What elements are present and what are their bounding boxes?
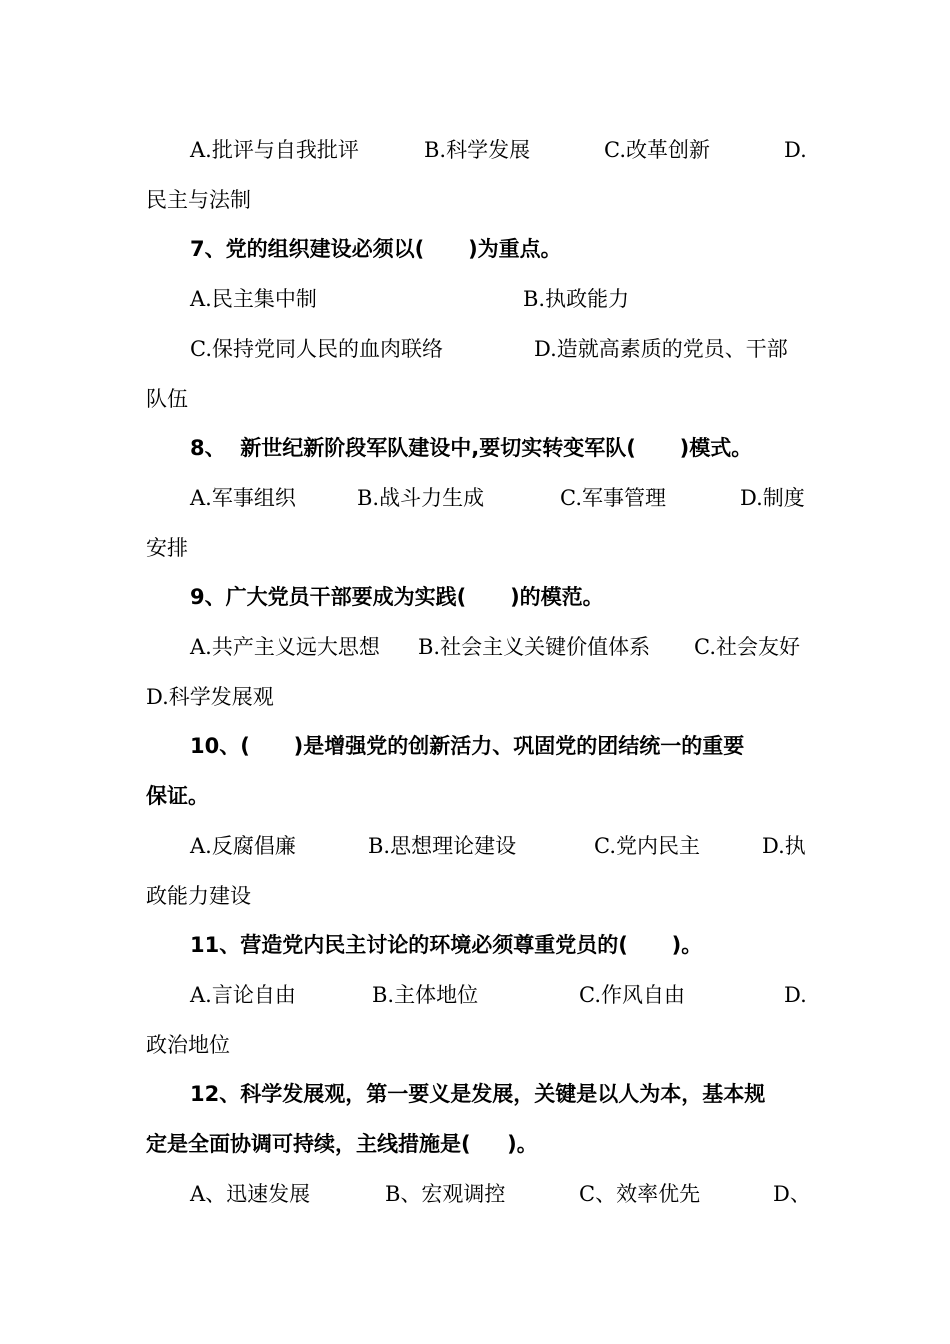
option-text: B.思想理论建设 (368, 833, 517, 858)
option-text: D、 (773, 1181, 811, 1206)
question-text: 12、科学发展观，第一要义是发展，关键是以人为本，基本规 (190, 1082, 766, 1107)
option-text: C、效率优先 (579, 1181, 701, 1206)
option-text: D. (784, 982, 807, 1007)
option-text: A.共产主义远大思想 (190, 635, 380, 659)
option-text: A.批评与自我批评 (190, 138, 359, 162)
option-text: C.作风自由 (579, 982, 685, 1007)
text-line (0, 329, 950, 369)
option-text: 政能力建设 (146, 883, 251, 908)
option-text: C.保持党同人民的血肉联络 (190, 336, 443, 361)
option-text: A.军事组织 (190, 485, 296, 510)
option-text: 民主与法制 (146, 187, 251, 212)
text-line (0, 379, 950, 419)
option-text: A、迅速发展 (190, 1181, 311, 1206)
text-line (0, 925, 950, 965)
option-text: B、宏观调控 (385, 1181, 506, 1206)
text-line (0, 428, 950, 468)
text-line (0, 130, 950, 170)
text-line (0, 975, 950, 1015)
option-text: A.言论自由 (190, 982, 296, 1007)
question-text: 10、( )是增强党的创新活力、巩固党的团结统一的重要 (190, 734, 745, 759)
text-line (0, 577, 950, 617)
option-text: A.反腐倡廉 (190, 833, 296, 858)
text-line (0, 677, 950, 717)
question-text: 11、营造党内民主讨论的环境必须尊重党员的( )。 (190, 933, 703, 958)
text-line (0, 826, 950, 866)
option-text: D.执 (762, 833, 806, 858)
question-text: 7、党的组织建设必须以( )为重点。 (190, 237, 562, 262)
option-text: B.科学发展 (424, 138, 531, 162)
option-text: D. (784, 138, 807, 162)
option-text: D.科学发展观 (146, 684, 274, 709)
option-text: C.党内民主 (594, 833, 700, 858)
text-line (0, 726, 950, 766)
text-line (0, 229, 950, 269)
text-line (0, 1124, 950, 1164)
text-line (0, 1025, 950, 1065)
question-text: 9、广大党员干部要成为实践( )的模范。 (190, 585, 604, 610)
question-text: 定是全面协调可持续，主线措施是( )。 (146, 1132, 538, 1156)
option-text: D.造就高素质的党员、干部 (534, 336, 788, 361)
option-text: 政治地位 (146, 1032, 230, 1057)
option-text: B.战斗力生成 (357, 485, 485, 510)
option-text: B.社会主义关键价值体系 (418, 635, 651, 659)
question-text: 保证。 (146, 784, 209, 809)
option-text: A.民主集中制 (190, 287, 317, 312)
option-text: B.主体地位 (372, 982, 479, 1007)
text-line (0, 180, 950, 220)
option-text: C.军事管理 (560, 485, 666, 510)
text-line (0, 876, 950, 916)
text-line (0, 776, 950, 816)
text-line (0, 528, 950, 568)
option-text: B.执政能力 (523, 287, 630, 312)
text-line (0, 1074, 950, 1114)
option-text: 队伍 (146, 386, 188, 411)
option-text: C.社会友好 (694, 635, 800, 659)
option-text: 安排 (146, 535, 188, 560)
text-line (0, 627, 950, 667)
text-line (0, 279, 950, 319)
text-line (0, 1174, 950, 1214)
option-text: C.改革创新 (604, 138, 710, 162)
option-text: D.制度 (740, 485, 805, 510)
question-text: 8、 新世纪新阶段军队建设中,要切实转变军队( )模式。 (190, 436, 753, 461)
text-line (0, 478, 950, 518)
